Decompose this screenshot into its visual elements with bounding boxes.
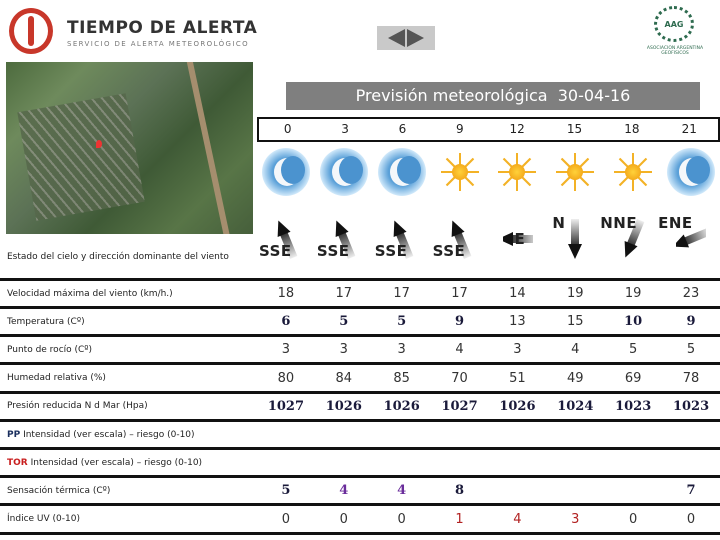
row-values: [257, 371, 720, 386]
row-values: [257, 512, 720, 527]
value-cell: 49: [567, 370, 584, 386]
wind-direction-label: E: [514, 230, 526, 248]
value-cell: 3: [281, 342, 291, 358]
value-cell: 18: [277, 286, 295, 301]
row-label: Sensación térmica (Cº): [7, 485, 111, 496]
sky-cell: [373, 148, 431, 196]
next-arrow-icon[interactable]: [407, 29, 424, 47]
dew-point-row: [0, 337, 720, 365]
pp-label: Intensidad (ver escala) – riesgo (0-10): [23, 429, 195, 440]
wind-cell: [600, 212, 662, 267]
pp-tag: PP: [7, 429, 21, 440]
hour-label: 21: [681, 122, 697, 136]
row-values: [257, 342, 720, 357]
value-cell: 84: [335, 370, 353, 386]
value-cell: 3: [339, 342, 348, 358]
value-cell: [604, 483, 662, 498]
sky-cell: [546, 148, 604, 196]
brand-subtitle: SERVICIO DE ALERTA METEOROLÓGICO: [67, 40, 250, 48]
previous-arrow-icon[interactable]: [388, 29, 405, 47]
row-label: Humedad relativa (%): [7, 373, 106, 384]
value-cell: 17: [393, 286, 410, 301]
wind-speed-row: [0, 281, 720, 309]
value-cell: 4: [513, 511, 522, 527]
tor-label: Intensidad (ver escala) – riesgo (0-10): [30, 457, 203, 468]
hour-label: 9: [455, 122, 464, 136]
sky-cell: [604, 148, 662, 196]
humidity-row: [0, 366, 720, 394]
value-cell: 8: [455, 483, 465, 499]
row-values: [257, 314, 720, 329]
row-label: Punto de rocío (Cº): [7, 344, 93, 355]
hour-label: 18: [624, 122, 640, 136]
sky-cell: [257, 148, 315, 196]
value-cell: 3: [397, 342, 406, 358]
wind-cell: [315, 212, 373, 267]
value-cell: [489, 483, 547, 498]
wind-direction-label: SSE: [374, 242, 408, 260]
aag-logo-text: AAG: [664, 19, 684, 29]
value-cell: 0: [686, 511, 696, 527]
row-values: [257, 399, 720, 414]
precipitation-row: [0, 422, 720, 450]
satellite-map[interactable]: [6, 62, 253, 234]
value-cell: 1023: [672, 398, 710, 414]
sky-cell: [662, 148, 720, 196]
value-cell: 69: [624, 370, 642, 386]
wind-cell: [373, 212, 431, 267]
hour-label: 0: [283, 122, 292, 136]
storm-row: [0, 450, 720, 478]
value-cell: 3: [571, 511, 580, 527]
value-cell: 85: [393, 370, 410, 386]
value-cell: 5: [339, 314, 349, 330]
value-cell: 9: [686, 314, 696, 330]
row-values: [257, 286, 720, 301]
wind-direction-label: N: [552, 214, 566, 232]
wind-chill-row: [0, 478, 720, 506]
sky-cell: [431, 148, 489, 196]
wind-cell: [546, 212, 604, 267]
value-cell: 1027: [441, 398, 478, 414]
value-cell: 5: [686, 342, 696, 358]
aag-logo: [654, 6, 694, 42]
brand-name: TIEMPO DE ALERTA: [67, 18, 258, 38]
value-cell: 5: [629, 342, 638, 358]
value-cell: 5: [281, 483, 291, 499]
value-cell: 4: [571, 342, 580, 358]
sun-icon: [445, 157, 475, 187]
wind-cell: [257, 212, 315, 267]
row-label: Temperatura (Cº): [7, 316, 85, 327]
wind-direction-label: SSE: [259, 242, 292, 260]
tor-tag: TOR: [7, 457, 28, 468]
moon-icon: [262, 148, 310, 196]
value-cell: 0: [397, 511, 406, 527]
wind-cell: [658, 212, 720, 267]
value-cell: 0: [339, 511, 348, 527]
moon-icon: [320, 148, 368, 196]
row-label: Índice UV (0-10): [7, 514, 80, 525]
value-cell: 4: [455, 342, 464, 358]
value-cell: 78: [682, 370, 700, 386]
value-cell: 51: [509, 370, 526, 386]
wind-direction-label: NNE: [600, 214, 638, 232]
value-cell: 6: [281, 314, 291, 330]
row-label: [0, 458, 257, 468]
wind-direction-label: ENE: [658, 214, 693, 232]
value-cell: 80: [277, 370, 295, 386]
row-label: Velocidad máxima del viento (km/h.): [7, 288, 173, 299]
temperature-row: [0, 309, 720, 337]
wind-direction-row: [257, 212, 720, 267]
sun-icon: [502, 157, 532, 187]
wind-cell: [489, 212, 547, 267]
sun-icon: [618, 157, 648, 187]
value-cell: 1026: [499, 398, 536, 414]
value-cell: 17: [335, 286, 353, 301]
value-cell: 1023: [615, 398, 652, 414]
value-cell: [546, 483, 604, 498]
value-cell: 1026: [383, 398, 420, 414]
value-cell: 19: [624, 286, 642, 301]
value-cell: 0: [281, 511, 291, 527]
wind-direction-label: SSE: [316, 242, 350, 260]
hours-header: [257, 117, 720, 142]
sun-icon: [560, 157, 590, 187]
value-cell: 9: [455, 314, 465, 330]
forecast-title: Previsión meteorológica 30-04-16: [286, 82, 700, 110]
sky-cell: [315, 148, 373, 196]
value-cell: 4: [339, 483, 349, 499]
hour-label: 6: [398, 122, 407, 136]
value-cell: 17: [451, 286, 468, 301]
uv-index-row: [0, 507, 720, 535]
value-cell: 1027: [267, 398, 305, 414]
value-cell: 3: [513, 342, 522, 358]
map-town-area: [17, 93, 144, 220]
tiempo-de-alerta-logo: [9, 8, 53, 54]
value-cell: 23: [682, 286, 700, 301]
sky-cell: [489, 148, 547, 196]
value-cell: 5: [397, 314, 407, 330]
hour-label: 15: [566, 122, 583, 136]
value-cell: 15: [567, 314, 584, 330]
row-label: [0, 430, 257, 440]
value-cell: 4: [397, 483, 407, 499]
sky-icons-row: [257, 148, 720, 196]
value-cell: 10: [624, 314, 643, 330]
row-values: [257, 483, 720, 498]
hour-label: 12: [509, 122, 525, 136]
map-road: [185, 62, 232, 234]
value-cell: 13: [509, 314, 526, 330]
value-cell: 19: [567, 286, 584, 301]
hour-label: 3: [341, 122, 349, 136]
wind-direction-label: SSE: [432, 242, 466, 260]
wind-cell: [431, 212, 489, 267]
sun-core: [452, 164, 468, 180]
value-cell: 1024: [557, 398, 594, 414]
value-cell: 1: [455, 511, 464, 527]
row-label: Presión reducida N d Mar (Hpa): [7, 401, 148, 412]
value-cell: 1026: [325, 398, 362, 414]
sky-row-label: Estado del cielo y dirección dominante del viento: [7, 252, 229, 262]
value-cell: 7: [686, 483, 696, 499]
navigation-arrows: [377, 26, 435, 50]
value-cell: 0: [629, 511, 638, 527]
pressure-row: [0, 394, 720, 422]
moon-icon: [378, 148, 426, 196]
value-cell: 14: [509, 286, 526, 301]
moon-icon: [667, 148, 715, 196]
map-pin-icon: [96, 140, 102, 148]
aag-caption: ASOCIACION ARGENTINA GEOFISICOS: [646, 46, 704, 56]
value-cell: 70: [451, 370, 468, 386]
